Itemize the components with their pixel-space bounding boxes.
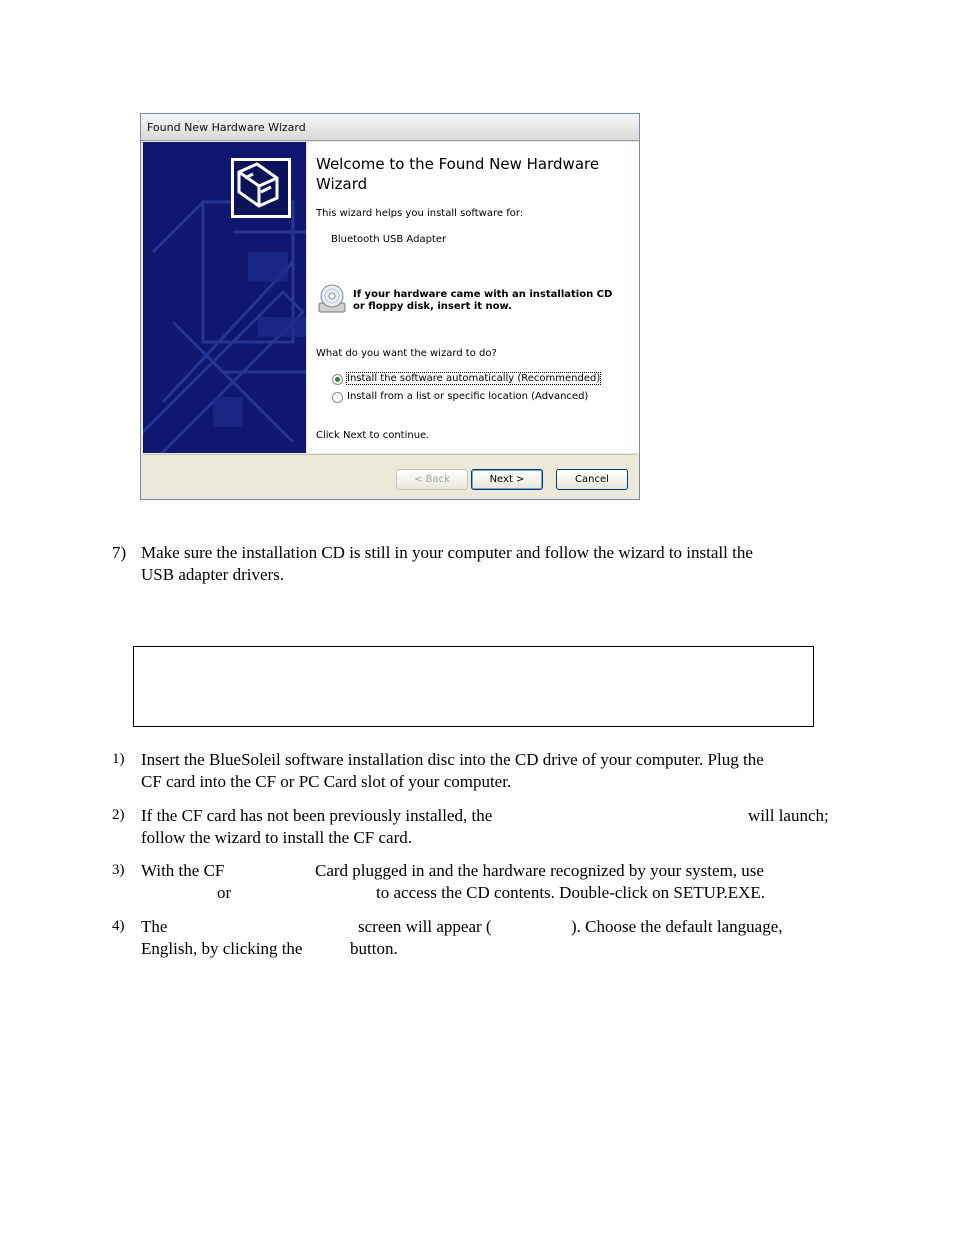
cd-drive-icon [316, 283, 348, 315]
wizard-question: What do you want the wizard to do? [316, 348, 497, 359]
back-button[interactable]: < Back [396, 469, 468, 490]
insert-cd-instructions [353, 289, 612, 313]
section-heading-box [133, 646, 814, 727]
step-3-line-1a: With the CF [141, 861, 225, 880]
step-7-line-1: Make sure the installation CD is still in your computer and follow the wizard to install the [141, 543, 753, 562]
radio-install-from-list[interactable] [332, 392, 343, 403]
wizard-intro: This wizard helps you install software for: [316, 208, 524, 219]
window-title: Found New Hardware Wizard [147, 121, 306, 134]
step-4-number: 4) [112, 918, 125, 934]
wizard-heading: Welcome to the Found New Hardware Wizard [316, 155, 600, 193]
step-7-number: 7) [112, 543, 127, 562]
wizard-content-panel [307, 142, 639, 453]
option-install-from-list-label[interactable]: Install from a list or specific location (Advanced) [347, 391, 589, 402]
wizard-side-graphic [143, 142, 306, 453]
radio-install-automatically[interactable] [332, 374, 343, 385]
step-3-line-2a: or [217, 883, 232, 902]
insert-cd-line-2: or floppy disk, insert it now. [353, 301, 512, 312]
option-install-automatically-label[interactable]: Install the software automatically (Recommended) [347, 373, 601, 384]
step-2-line-1a: If the CF card has not been previously installed, the [141, 806, 493, 825]
step-4-line-1b: screen will appear ( [358, 917, 492, 936]
step-1-line-1: Insert the BlueSoleil software installation disc into the CD drive of your computer. Plug the [141, 750, 764, 769]
step-4-line-1c: ). Choose the default language, [571, 917, 783, 936]
next-button[interactable]: Next > [471, 469, 543, 490]
usb-hardware-icon [231, 158, 291, 218]
step-3-line-1b: Card plugged in and the hardware recognized by your system, use [315, 861, 764, 880]
step-2-line-1b: will launch; [748, 806, 829, 825]
step-1-number: 1) [112, 751, 125, 767]
step-2-line-2: follow the wizard to install the CF card. [141, 828, 412, 847]
step-4-line-1a: The [141, 917, 168, 936]
cancel-button[interactable]: Cancel [556, 469, 628, 490]
found-new-hardware-wizard-window [140, 113, 640, 500]
step-4-line-2b: button. [350, 939, 398, 958]
continue-hint: Click Next to continue. [316, 430, 430, 441]
wizard-button-bar [143, 454, 637, 499]
insert-cd-line-1: If your hardware came with an installation CD [353, 289, 613, 300]
step-2-number: 2) [112, 807, 125, 823]
step-3-line-2b: to access the CD contents. Double-click on SETUP.EXE. [376, 883, 766, 902]
window-titlebar [141, 114, 639, 141]
device-name: Bluetooth USB Adapter [331, 234, 447, 245]
step-7-line-2: USB adapter drivers. [141, 565, 285, 584]
step-4-line-2a: English, by clicking the [141, 939, 303, 958]
step-3-number: 3) [112, 862, 125, 878]
step-1-line-2: CF card into the CF or PC Card slot of your computer. [141, 772, 512, 791]
